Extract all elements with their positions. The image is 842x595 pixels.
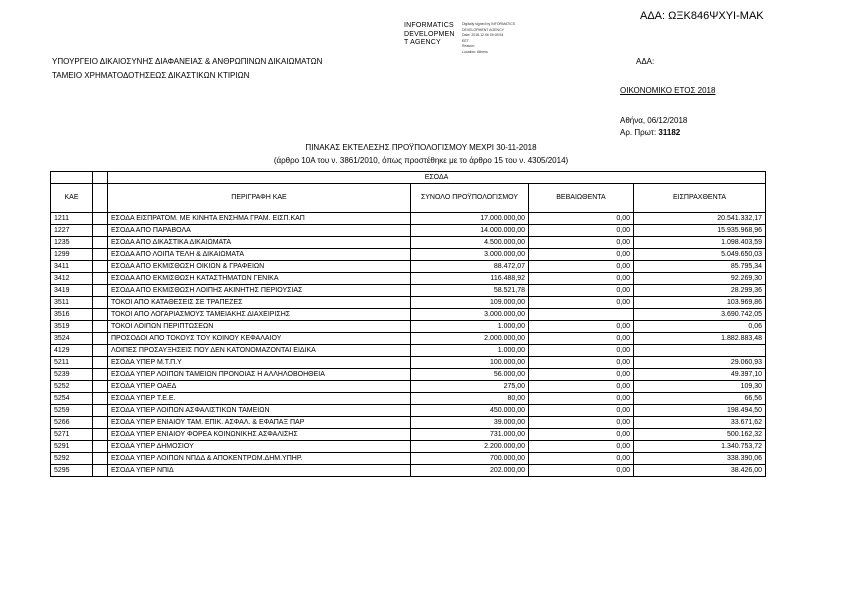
cell-budget: 100.000,00 bbox=[411, 357, 529, 369]
table-row bbox=[51, 357, 766, 369]
table-title: ΠΙΝΑΚΑΣ ΕΚΤΕΛΕΣΗΣ ΠΡΟΫΠΟΛΟΓΙΣΜΟΥ ΜΕΧΡΙ 30-11-2018 bbox=[305, 143, 537, 152]
cell-certified: 0,00 bbox=[529, 417, 634, 429]
cell-budget: 88.472,07 bbox=[411, 261, 529, 273]
cell-certified: 0,00 bbox=[529, 237, 634, 249]
cell-description: ΕΣΟΔΑ ΑΠΟ ΕΚΜΙΣΘΩΣΗ ΛΟΙΠΗΣ ΑΚΙΝΗΤΗΣ ΠΕΡΙΟΥΣΙΑΣ bbox=[108, 285, 411, 297]
cell-description: ΕΣΟΔΑ ΥΠΕΡ ΛΟΙΠΩΝ ΝΠΔΔ & ΑΠΟΚΕΝΤΡΩΜ.ΔΗΜ.ΥΠΗΡ. bbox=[108, 453, 411, 465]
cell-description: ΤΟΚΟΙ ΛΟΙΠΩΝ ΠΕΡΙΠΤΩΣΕΩΝ bbox=[108, 321, 411, 333]
cell-collected: 109,30 bbox=[634, 381, 766, 393]
ada-code-top: ΑΔΑ: ΩΞΚ846ΨΧΥΙ-ΜΑΚ bbox=[640, 10, 764, 22]
table-row bbox=[51, 249, 766, 261]
cell-collected: 1.340.753,72 bbox=[634, 441, 766, 453]
table-row bbox=[51, 225, 766, 237]
cell-kae: 1235 bbox=[51, 237, 93, 249]
cell-collected: 38.426,00 bbox=[634, 465, 766, 477]
cell-blank bbox=[93, 225, 108, 237]
cell-blank bbox=[93, 357, 108, 369]
stamp-details bbox=[462, 22, 515, 55]
cell-budget: 17.000.000,00 bbox=[411, 213, 529, 225]
table-row bbox=[51, 369, 766, 381]
cell-kae: 5291 bbox=[51, 441, 93, 453]
cell-blank bbox=[93, 429, 108, 441]
cell-budget: 2.000.000,00 bbox=[411, 333, 529, 345]
cell-description: ΕΣΟΔΑ ΥΠΕΡ ΕΝΙΑΙΟΥ ΦΟΡΕΑ ΚΟΙΝΩΝΙΚΗΣ ΑΣΦΑΛΙΣΗΣ bbox=[108, 429, 411, 441]
cell-blank bbox=[93, 345, 108, 357]
cell-budget: 275,00 bbox=[411, 381, 529, 393]
cell-blank bbox=[93, 309, 108, 321]
cell-kae: 5259 bbox=[51, 405, 93, 417]
cell-description: ΕΣΟΔΑ ΥΠΕΡ Μ.Τ.Π.Υ bbox=[108, 357, 411, 369]
cell-blank bbox=[93, 381, 108, 393]
cell-certified: 0,00 bbox=[529, 357, 634, 369]
stamp-signer-name bbox=[404, 22, 455, 48]
table-row bbox=[51, 345, 766, 357]
cell-blank bbox=[93, 321, 108, 333]
cell-kae: 4129 bbox=[51, 345, 93, 357]
cell-description: ΕΣΟΔΑ ΥΠΕΡ ΛΟΙΠΩΝ ΑΣΦΑΛΙΣΤΙΚΩΝ ΤΑΜΕΙΩΝ bbox=[108, 405, 411, 417]
stamp-detail-line: EET bbox=[462, 38, 469, 43]
fund-name: ΤΑΜΕΙΟ ΧΡΗΜΑΤΟΔΟΤΗΣΕΩΣ ΔΙΚΑΣΤΙΚΩΝ ΚΤΙΡΙΩΝ bbox=[52, 71, 250, 80]
cell-description: ΕΣΟΔΑ ΥΠΕΡ Τ.Ε.Ε. bbox=[108, 393, 411, 405]
document-date: Αθήνα, 06/12/2018 bbox=[620, 116, 688, 125]
table-row bbox=[51, 417, 766, 429]
table-row bbox=[51, 405, 766, 417]
cell-certified: 0,00 bbox=[529, 261, 634, 273]
table-row bbox=[51, 429, 766, 441]
cell-kae: 3519 bbox=[51, 321, 93, 333]
header-cell-empty bbox=[51, 172, 93, 184]
cell-collected bbox=[634, 345, 766, 357]
protocol-number bbox=[620, 128, 680, 137]
column-header-budget: ΣΥΝΟΛΟ ΠΡΟΫΠΟΛΟΓΙΣΜΟΥ bbox=[411, 184, 529, 213]
cell-kae: 1211 bbox=[51, 213, 93, 225]
cell-certified: 0,00 bbox=[529, 369, 634, 381]
stamp-detail-line: Location: Athens bbox=[462, 49, 488, 54]
table-row bbox=[51, 441, 766, 453]
cell-kae: 3524 bbox=[51, 333, 93, 345]
column-header-certified: ΒΕΒΑΙΩΘΕΝΤΑ bbox=[529, 184, 634, 213]
cell-kae: 5271 bbox=[51, 429, 93, 441]
cell-description: ΕΣΟΔΑ ΑΠΟ ΕΚΜΙΣΘΩΣΗ ΟΙΚΙΩΝ & ΓΡΑΦΕΙΩΝ bbox=[108, 261, 411, 273]
cell-kae: 5239 bbox=[51, 369, 93, 381]
header-cell-empty bbox=[93, 184, 108, 213]
table-row bbox=[51, 285, 766, 297]
cell-collected: 1.098.403,59 bbox=[634, 237, 766, 249]
cell-description: ΛΟΙΠΕΣ ΠΡΟΣΑΥΞΗΣΕΙΣ ΠΟΥ ΔΕΝ ΚΑΤΟΝΟΜΑΖΟΝΤΑΙ ΕΙΔΙΚΑ bbox=[108, 345, 411, 357]
cell-blank bbox=[93, 465, 108, 477]
cell-budget: 202.000,00 bbox=[411, 465, 529, 477]
cell-kae: 1299 bbox=[51, 249, 93, 261]
cell-kae: 3511 bbox=[51, 297, 93, 309]
cell-kae: 5292 bbox=[51, 453, 93, 465]
stamp-detail-line: DEVELOPMENT AGENCY bbox=[462, 27, 504, 32]
cell-blank bbox=[93, 333, 108, 345]
cell-kae: 1227 bbox=[51, 225, 93, 237]
cell-kae: 3411 bbox=[51, 261, 93, 273]
cell-kae: 5211 bbox=[51, 357, 93, 369]
cell-certified: 0,00 bbox=[529, 381, 634, 393]
cell-certified: 0,00 bbox=[529, 321, 634, 333]
cell-blank bbox=[93, 261, 108, 273]
cell-collected: 500.162,32 bbox=[634, 429, 766, 441]
cell-budget: 1.000,00 bbox=[411, 321, 529, 333]
cell-collected: 3.690.742,05 bbox=[634, 309, 766, 321]
cell-budget: 80,00 bbox=[411, 393, 529, 405]
cell-description: ΤΟΚΟΙ ΑΠΟ ΚΑΤΑΘΕΣΕΙΣ ΣΕ ΤΡΑΠΕΖΕΣ bbox=[108, 297, 411, 309]
cell-description: ΕΣΟΔΑ ΑΠΟ ΛΟΙΠΑ ΤΕΛΗ & ΔΙΚΑΙΩΜΑΤΑ bbox=[108, 249, 411, 261]
column-header-description: ΠΕΡΙΓΡΑΦΗ ΚΑΕ bbox=[108, 184, 411, 213]
cell-budget: 39.000,00 bbox=[411, 417, 529, 429]
cell-blank bbox=[93, 273, 108, 285]
cell-blank bbox=[93, 237, 108, 249]
cell-collected: 29.060,93 bbox=[634, 357, 766, 369]
cell-kae: 3516 bbox=[51, 309, 93, 321]
cell-budget: 731.000,00 bbox=[411, 429, 529, 441]
cell-certified bbox=[529, 309, 634, 321]
cell-description: ΤΟΚΟΙ ΑΠΟ ΛΟΓΑΡΙΑΣΜΟΥΣ ΤΑΜΕΙΑΚΗΣ ΔΙΑΧΕΙΡΙΣΗΣ bbox=[108, 309, 411, 321]
cell-blank bbox=[93, 417, 108, 429]
table-row bbox=[51, 321, 766, 333]
table-row bbox=[51, 273, 766, 285]
cell-blank bbox=[93, 453, 108, 465]
stamp-detail-line: Date: 2018.12.06 09:05:54 bbox=[462, 33, 504, 37]
cell-blank bbox=[93, 213, 108, 225]
header-cell-empty bbox=[93, 172, 108, 184]
cell-certified: 0,00 bbox=[529, 273, 634, 285]
protocol-value: 31182 bbox=[658, 128, 681, 137]
cell-collected: 28.299,36 bbox=[634, 285, 766, 297]
cell-certified: 0,00 bbox=[529, 297, 634, 309]
cell-certified: 0,00 bbox=[529, 213, 634, 225]
table-row bbox=[51, 393, 766, 405]
cell-certified: 0,00 bbox=[529, 405, 634, 417]
cell-description: ΕΣΟΔΑ ΥΠΕΡ ΟΑΕΔ bbox=[108, 381, 411, 393]
cell-blank bbox=[93, 297, 108, 309]
cell-collected: 49.397,10 bbox=[634, 369, 766, 381]
digital-signature-stamp bbox=[404, 22, 524, 56]
cell-collected: 33.671,62 bbox=[634, 417, 766, 429]
protocol-label: Αρ. Πρωτ: bbox=[620, 128, 657, 137]
cell-kae: 3419 bbox=[51, 285, 93, 297]
cell-budget: 450.000,00 bbox=[411, 405, 529, 417]
column-header-row bbox=[51, 184, 766, 213]
cell-certified: 0,00 bbox=[529, 393, 634, 405]
stamp-line: INFORMATICS bbox=[404, 22, 454, 29]
table-row bbox=[51, 465, 766, 477]
cell-description: ΕΣΟΔΑ ΥΠΕΡ ΝΠΙΔ bbox=[108, 465, 411, 477]
section-header-income: ΕΣΟΔΑ bbox=[108, 172, 766, 184]
cell-budget: 58.521,78 bbox=[411, 285, 529, 297]
stamp-detail-line: Reason: bbox=[462, 44, 476, 48]
cell-budget: 3.000.000,00 bbox=[411, 309, 529, 321]
cell-budget: 3.000.000,00 bbox=[411, 249, 529, 261]
cell-collected: 198.494,50 bbox=[634, 405, 766, 417]
cell-blank bbox=[93, 369, 108, 381]
cell-certified: 0,00 bbox=[529, 465, 634, 477]
cell-collected: 338.390,06 bbox=[634, 453, 766, 465]
cell-certified: 0,00 bbox=[529, 429, 634, 441]
cell-certified: 0,00 bbox=[529, 333, 634, 345]
cell-budget: 1.000,00 bbox=[411, 345, 529, 357]
cell-kae: 5295 bbox=[51, 465, 93, 477]
cell-description: ΕΣΟΔΑ ΑΠΟ ΔΙΚΑΣΤΙΚΑ ΔΙΚΑΙΩΜΑΤΑ bbox=[108, 237, 411, 249]
cell-certified: 0,00 bbox=[529, 285, 634, 297]
cell-collected: 20.541.332,17 bbox=[634, 213, 766, 225]
cell-description: ΕΣΟΔΑ ΥΠΕΡ ΛΟΙΠΩΝ ΤΑΜΕΙΩΝ ΠΡΟΝΟΙΑΣ Η ΑΛΛΗΛΟΒΟΗΘΕΙΑ bbox=[108, 369, 411, 381]
cell-kae: 5254 bbox=[51, 393, 93, 405]
table-subtitle: (άρθρο 10Α του ν. 3861/2010, όπως προστέθηκε με το άρθρο 15 του ν. 4305/2014) bbox=[273, 156, 569, 165]
ministry-name: ΥΠΟΥΡΓΕΙΟ ΔΙΚΑΙΟΣΥΝΗΣ ΔΙΑΦΑΝΕΙΑΣ & ΑΝΘΡΩΠΙΝΩΝ ΔΙΚΑΙΩΜΑΤΩΝ bbox=[52, 57, 323, 66]
table-row bbox=[51, 381, 766, 393]
cell-description: ΕΣΟΔΑ ΕΙΣΠΡΑΤΟΜ. ΜΕ ΚΙΝΗΤΑ ΕΝΣΗΜΑ ΓΡΑΜ. ΕΙΣΠ.ΚΑΠ bbox=[108, 213, 411, 225]
cell-description: ΕΣΟΔΑ ΑΠΟ ΕΚΜΙΣΘΩΣΗ ΚΑΤΑΣΤΗΜΑΤΩΝ ΓΕΝΙΚΑ bbox=[108, 273, 411, 285]
cell-kae: 3412 bbox=[51, 273, 93, 285]
cell-budget: 56.000,00 bbox=[411, 369, 529, 381]
cell-kae: 5252 bbox=[51, 381, 93, 393]
cell-certified: 0,00 bbox=[529, 453, 634, 465]
table-row bbox=[51, 213, 766, 225]
table-row bbox=[51, 453, 766, 465]
fiscal-year: ΟΙΚΟΝΟΜΙΚΟ ΕΤΟΣ 2018 bbox=[620, 86, 716, 95]
cell-budget: 700.000,00 bbox=[411, 453, 529, 465]
table-row bbox=[51, 309, 766, 321]
budget-execution-table bbox=[50, 171, 766, 477]
cell-certified: 0,00 bbox=[529, 441, 634, 453]
cell-kae: 5266 bbox=[51, 417, 93, 429]
cell-budget: 14.000.000,00 bbox=[411, 225, 529, 237]
table-row bbox=[51, 237, 766, 249]
stamp-detail-line: Digitally signed by INFORMATICS bbox=[462, 22, 516, 26]
cell-blank bbox=[93, 285, 108, 297]
table-row bbox=[51, 333, 766, 345]
column-header-collected: ΕΙΣΠΡΑΧΘΕΝΤΑ bbox=[634, 184, 766, 213]
cell-budget: 4.500.000,00 bbox=[411, 237, 529, 249]
cell-collected: 66,56 bbox=[634, 393, 766, 405]
ada-label: ΑΔΑ: bbox=[636, 57, 655, 66]
cell-description: ΕΣΟΔΑ ΥΠΕΡ ΔΗΜΟΣΙΟΥ bbox=[108, 441, 411, 453]
cell-certified: 0,00 bbox=[529, 249, 634, 261]
cell-description: ΠΡΟΣΟΔΟΙ ΑΠΟ ΤΟΚΟΥΣ ΤΟΥ ΚΟΙΝΟΥ ΚΕΦΑΛΑΙΟΥ bbox=[108, 333, 411, 345]
section-header-row bbox=[51, 172, 766, 184]
cell-collected: 0,06 bbox=[634, 321, 766, 333]
cell-budget: 2.200.000,00 bbox=[411, 441, 529, 453]
cell-collected: 15.935.968,96 bbox=[634, 225, 766, 237]
cell-blank bbox=[93, 405, 108, 417]
cell-budget: 116.488,92 bbox=[411, 273, 529, 285]
table-row bbox=[51, 261, 766, 273]
cell-certified: 0,00 bbox=[529, 225, 634, 237]
cell-budget: 109.000,00 bbox=[411, 297, 529, 309]
cell-blank bbox=[93, 393, 108, 405]
stamp-line: DEVELOPMEN bbox=[404, 30, 455, 38]
cell-blank bbox=[93, 249, 108, 261]
cell-collected: 103.969,86 bbox=[634, 297, 766, 309]
cell-collected: 5.049.650,03 bbox=[634, 249, 766, 261]
cell-certified: 0,00 bbox=[529, 345, 634, 357]
cell-collected: 1.882.883,48 bbox=[634, 333, 766, 345]
stamp-line: T AGENCY bbox=[404, 39, 441, 46]
column-header-kae: ΚΑΕ bbox=[51, 184, 93, 213]
cell-collected: 85.795,34 bbox=[634, 261, 766, 273]
cell-description: ΕΣΟΔΑ ΥΠΕΡ ΕΝΙΑΙΟΥ ΤΑΜ. ΕΠΙΚ. ΑΣΦΑΛ. & ΕΦΑΠΑΞ ΠΑΡ bbox=[108, 417, 411, 429]
cell-blank bbox=[93, 441, 108, 453]
table-row bbox=[51, 297, 766, 309]
cell-collected: 92.269,30 bbox=[634, 273, 766, 285]
cell-description: ΕΣΟΔΑ ΑΠΟ ΠΑΡΑΒΟΛΑ bbox=[108, 225, 411, 237]
